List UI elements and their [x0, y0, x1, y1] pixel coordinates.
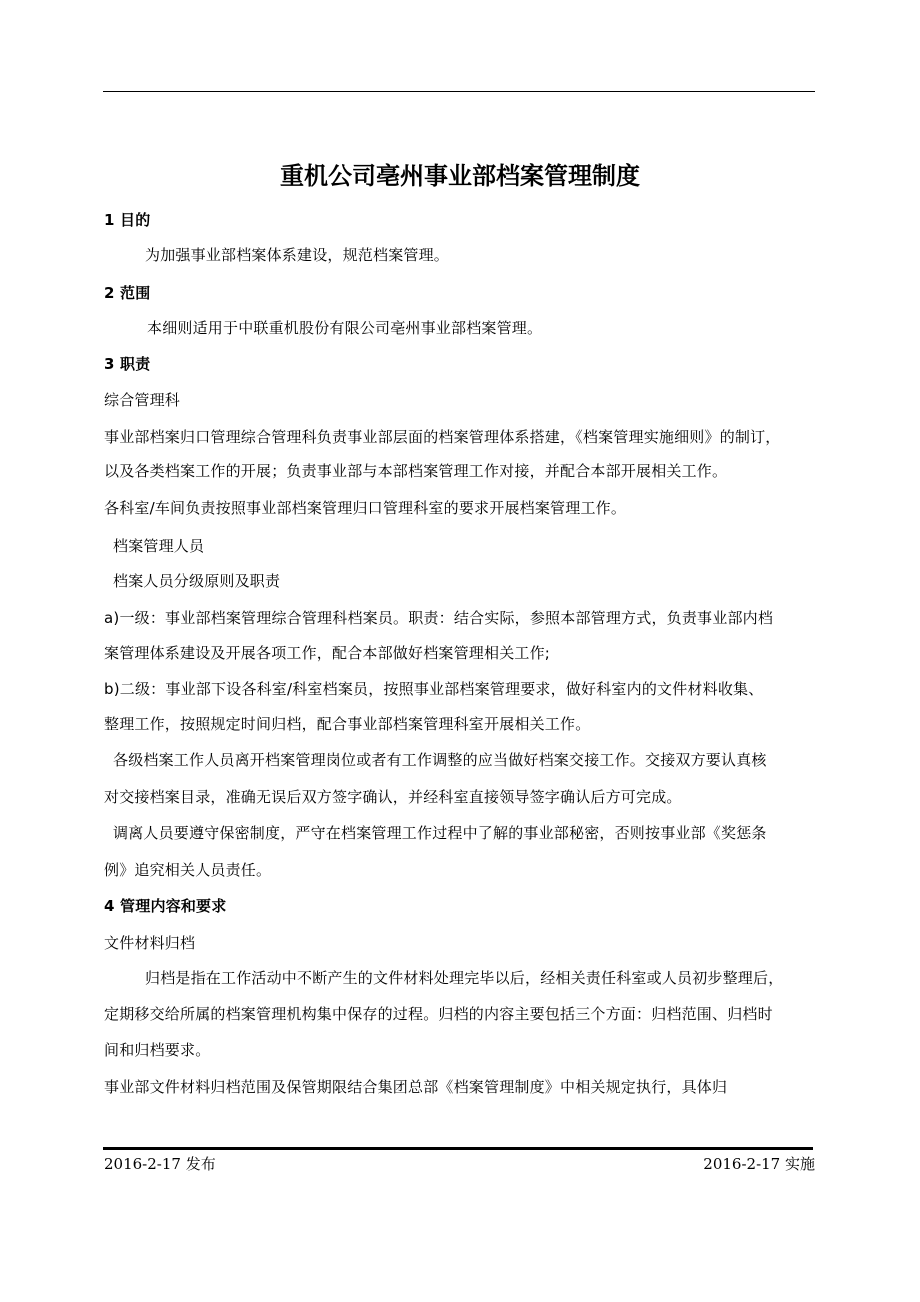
paragraph-line: 调离人员要遵守保密制度，严守在档案管理工作过程中了解的事业部秘密，否则按事业部《奖惩条 — [113, 824, 767, 842]
paragraph-line: 事业部文件材料归档范围及保管期限结合集团总部《档案管理制度》中相关规定执行，具体归 — [104, 1078, 728, 1096]
section-heading: 4 管理内容和要求 — [104, 897, 227, 915]
section-heading: 2 范围 — [104, 284, 151, 302]
document-title: 重机公司亳州事业部档案管理制度 — [280, 162, 640, 190]
issue-date: 2016-2-17 发布 — [104, 1155, 216, 1173]
header-rule — [103, 91, 815, 92]
paragraph-line: 整理工作，按照规定时间归档，配合事业部档案管理科室开展相关工作。 — [104, 715, 591, 733]
paragraph-line: 各科室/车间负责按照事业部档案管理归口管理科室的要求开展档案管理工作。 — [104, 499, 627, 517]
paragraph-line: b)二级：事业部下设各科室/科室档案员，按照事业部档案管理要求，做好科室内的文件材料收集、 — [104, 680, 764, 698]
paragraph-line: 以及各类档案工作的开展；负责事业部与本部档案管理工作对接，并配合本部开展相关工作。 — [104, 462, 728, 480]
subheading: 档案管理人员 — [113, 537, 205, 555]
effective-date: 2016-2-17 实施 — [703, 1155, 815, 1173]
section-heading: 3 职责 — [104, 355, 151, 373]
paragraph-line: 例》追究相关人员责任。 — [104, 861, 272, 879]
paragraph-line: 各级档案工作人员离开档案管理岗位或者有工作调整的应当做好档案交接工作。交接双方要认真核 — [113, 751, 767, 769]
paragraph-line: 间和归档要求。 — [104, 1041, 211, 1059]
paragraph-line: 归档是指在工作活动中不断产生的文件材料处理完毕以后，经相关责任科室或人员初步整理后， — [145, 969, 784, 987]
subheading: 档案人员分级原则及职责 — [113, 572, 281, 590]
paragraph-line: 定期移交给所属的档案管理机构集中保存的过程。归档的内容主要包括三个方面：归档范围、归档时 — [104, 1005, 773, 1023]
paragraph-line: 对交接档案目录，准确无误后双方签字确认，并经科室直接领导签字确认后方可完成。 — [104, 788, 682, 806]
subheading: 文件材料归档 — [104, 934, 196, 952]
paragraph-line: a)一级：事业部档案管理综合管理科档案员。职责：结合实际，参照本部管理方式，负责事业部内档 — [104, 609, 774, 627]
paragraph-line: 事业部档案归口管理综合管理科负责事业部层面的档案管理体系搭建，《档案管理实施细则》的制订， — [104, 428, 781, 446]
paragraph-line: 案管理体系建设及开展各项工作，配合本部做好档案管理相关工作; — [104, 644, 551, 662]
paragraph-line: 为加强事业部档案体系建设，规范档案管理。 — [145, 246, 450, 264]
subheading: 综合管理科 — [104, 391, 181, 409]
paragraph-line: 本细则适用于中联重机股份有限公司亳州事业部档案管理。 — [147, 319, 543, 337]
footer-rule — [103, 1147, 813, 1150]
section-heading: 1 目的 — [104, 211, 151, 229]
